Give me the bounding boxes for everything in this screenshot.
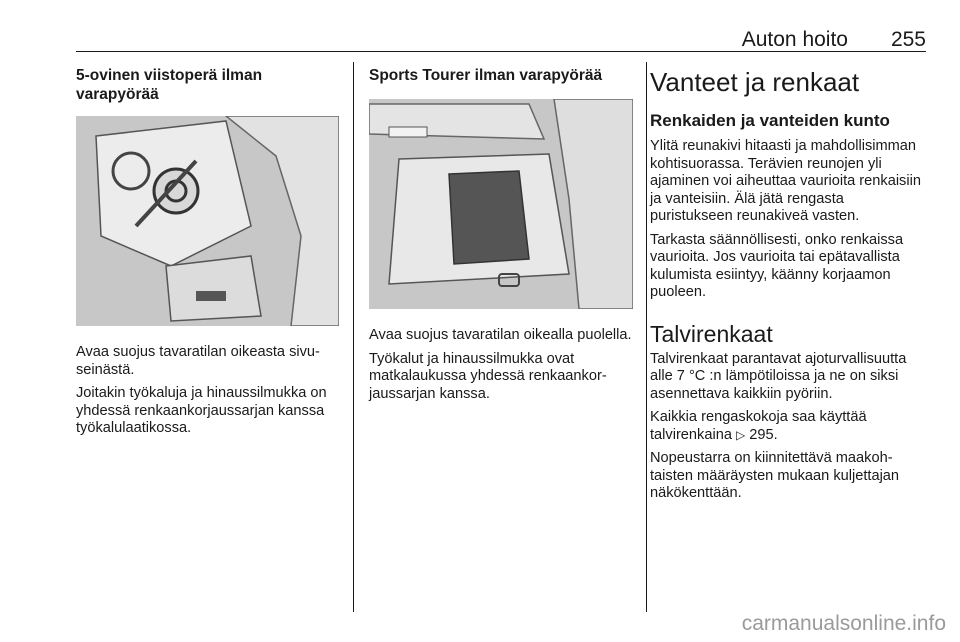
- col3-paragraph-3: Talvirenkaat parantavat ajoturvallisuutta alle 7 °C :n lämpötiloissa ja ne on siksi asennettava kaikkiin pyöriin.: [650, 350, 907, 402]
- page-header: [76, 28, 926, 50]
- page-reference-icon: ▷: [736, 427, 746, 442]
- section-heading-wheels-tyres: Vanteet ja renkaat: [650, 67, 860, 97]
- col1-heading: 5-ovinen viistoperä ilman varapyörää: [76, 67, 263, 103]
- col3-paragraph-1: Ylitä reunakivi hitaasti ja mahdollisimman kohtisuorassa. Terävien reunojen yli ajaminen voi aiheuttaa vaurioita renkaisiin ja vanteisiin. Älä jätä rengasta puristukseen reunakiveä vasten.: [650, 138, 921, 224]
- subheading-tyre-condition: Renkaiden ja vanteiden kunto: [650, 111, 890, 130]
- col2-paragraph-1: Avaa suojus tavaratilan oikealla puolella.: [369, 327, 632, 343]
- section-heading-winter-tyres: Talvirenkaat: [650, 320, 773, 347]
- col3-paragraph-5: Nopeustarra on kiinnitettävä maakohtaisten määräysten mukaan kuljettajan näkökenttään.: [650, 450, 900, 501]
- column-3: [650, 66, 926, 509]
- col2-paragraph-2: Työkalut ja hinaussilmukka ovat matkalaukussa yhdessä renkaankorjaussarjan kanssa.: [369, 350, 607, 402]
- section-title: Auton hoito: [741, 28, 848, 51]
- col1-paragraph-2: Joitakin työkaluja ja hinaussilmukka on yhdessä renkaankorjaussarjan kanssa työkalulaatikossa.: [76, 385, 327, 436]
- trunk-side-panel-figure: [76, 116, 339, 326]
- column-1: [76, 66, 339, 444]
- column-divider-1: [353, 62, 354, 612]
- watermark: carmanualsonline.info: [741, 612, 946, 635]
- trunk-compartment-figure: [369, 99, 633, 309]
- page-reference-link[interactable]: 295.: [749, 426, 778, 443]
- header-rule: [76, 51, 926, 52]
- col3-paragraph-4: [650, 409, 926, 444]
- col2-heading: Sports Tourer ilman varapyörää: [369, 67, 603, 84]
- col3-paragraph-4-text: Kaikkia rengaskokoja saa käyttää talvirenkaina: [650, 409, 867, 443]
- col3-paragraph-2: Tarkasta säännöllisesti, onko renkaissa vaurioita. Jos vaurioita tai epätavallista kulumista esiintyy, käänny korjaamon puoleen.: [650, 231, 904, 300]
- column-2: [369, 66, 633, 409]
- column-divider-2: [646, 62, 647, 612]
- page-number: 255: [890, 28, 926, 51]
- col1-paragraph-1: Avaa suojus tavaratilan oikeasta sivuseinästä.: [76, 344, 320, 378]
